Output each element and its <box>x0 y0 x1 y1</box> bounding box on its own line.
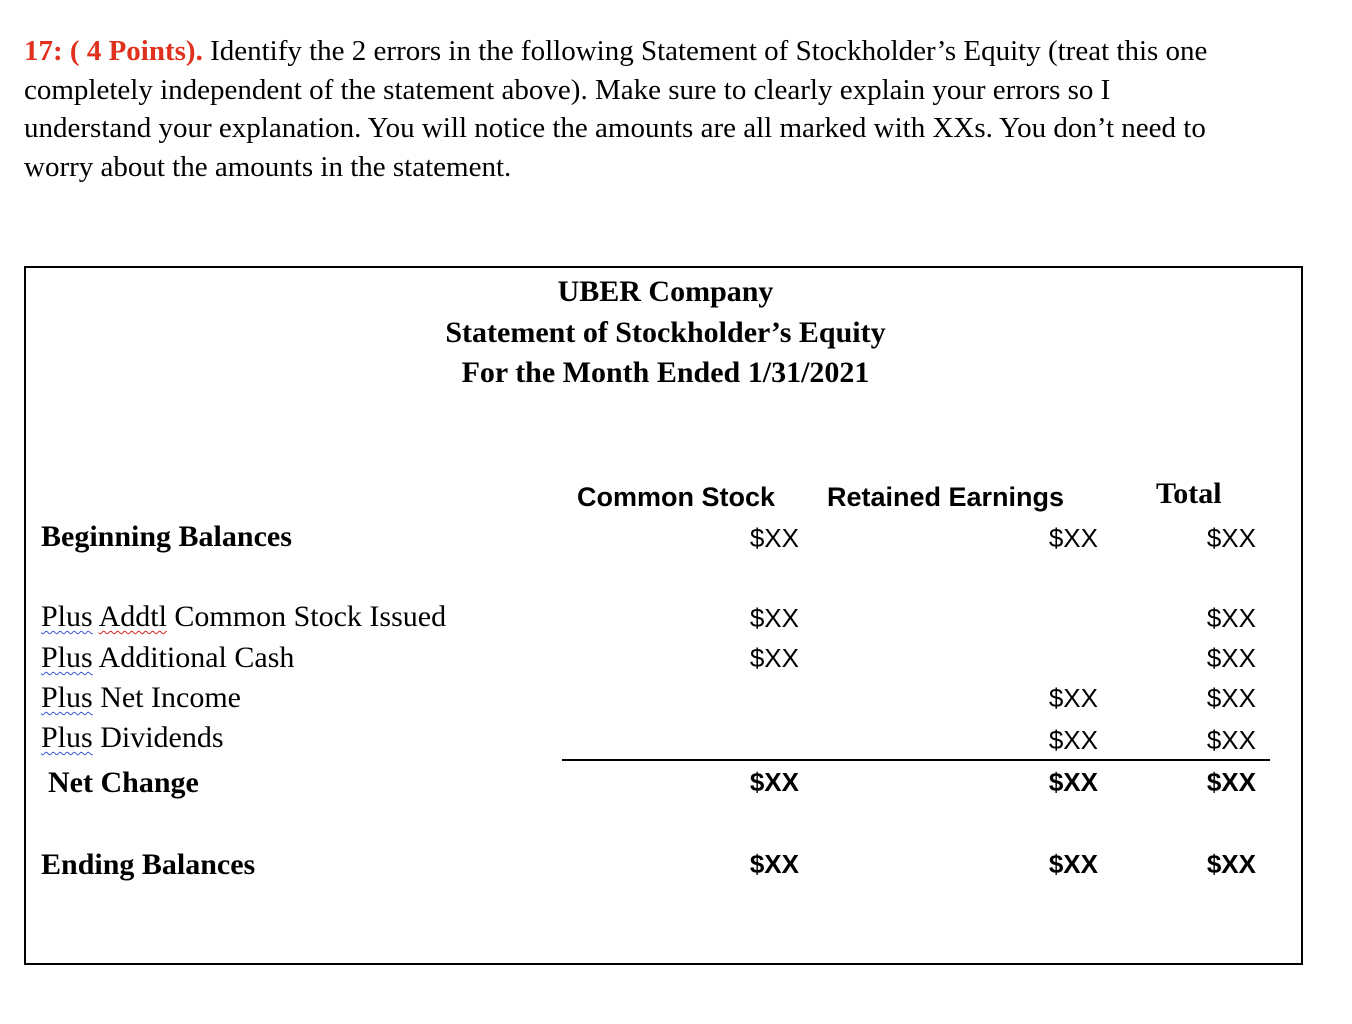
row-label-net-income: Plus Net Income <box>41 681 241 714</box>
ending-total: $XX <box>1206 849 1256 879</box>
row3-retained-earnings: $XX <box>1048 683 1098 713</box>
row-label-additional-cash: Plus Additional Cash <box>41 641 295 674</box>
row-label-beginning-balances: Beginning Balances <box>41 520 292 553</box>
statement-period: For the Month Ended 1/31/2021 <box>461 356 870 389</box>
net-change-retained-earnings: $XX <box>1048 767 1098 797</box>
column-header-retained-earnings: Retained Earnings <box>827 482 1065 512</box>
row1-common-stock: $XX <box>749 603 799 633</box>
net-change-total: $XX <box>1206 767 1256 797</box>
addtl-word: Addtl <box>98 600 167 633</box>
plus-word: Plus <box>41 681 93 714</box>
question-text: Identify the 2 errors in the following Statement of Stockholder’s Equity (treat this one completely independent of the statement above). Make sure to clearly explain your errors so I understand your explanation. You will notice the amounts are all marked with XXs. You don’t need to worry about the amounts in the statement. <box>24 35 1208 183</box>
column-header-total: Total <box>1156 477 1222 510</box>
question-prompt <box>24 32 1234 186</box>
equity-statement <box>24 266 1303 965</box>
row-label-net-change: Net Change <box>48 766 199 799</box>
net-change-common-stock: $XX <box>749 767 799 797</box>
row4-retained-earnings: $XX <box>1048 725 1098 755</box>
row-label-ending-balances: Ending Balances <box>41 848 256 881</box>
question-number: 17: ( 4 Points). <box>24 35 203 67</box>
row2-common-stock: $XX <box>749 643 799 673</box>
beginning-common-stock: $XX <box>749 523 799 553</box>
sum-rule <box>562 759 1270 761</box>
row2-total: $XX <box>1206 643 1256 673</box>
row3-total: $XX <box>1206 683 1256 713</box>
row4-total: $XX <box>1206 725 1256 755</box>
plus-word: Plus <box>41 600 93 633</box>
row-label-addtl-common-stock: Plus Addtl Common Stock Issued <box>41 600 447 633</box>
plus-word: Plus <box>41 641 93 674</box>
plus-word: Plus <box>41 721 93 754</box>
statement-title: Statement of Stockholder’s Equity <box>445 316 886 349</box>
row-label-dividends: Plus Dividends <box>41 721 224 754</box>
row1-total: $XX <box>1206 603 1256 633</box>
ending-retained-earnings: $XX <box>1048 849 1098 879</box>
beginning-total: $XX <box>1206 523 1256 553</box>
beginning-retained-earnings: $XX <box>1048 523 1098 553</box>
ending-common-stock: $XX <box>749 849 799 879</box>
column-header-common-stock: Common Stock <box>577 482 776 512</box>
company-name: UBER Company <box>557 275 774 308</box>
